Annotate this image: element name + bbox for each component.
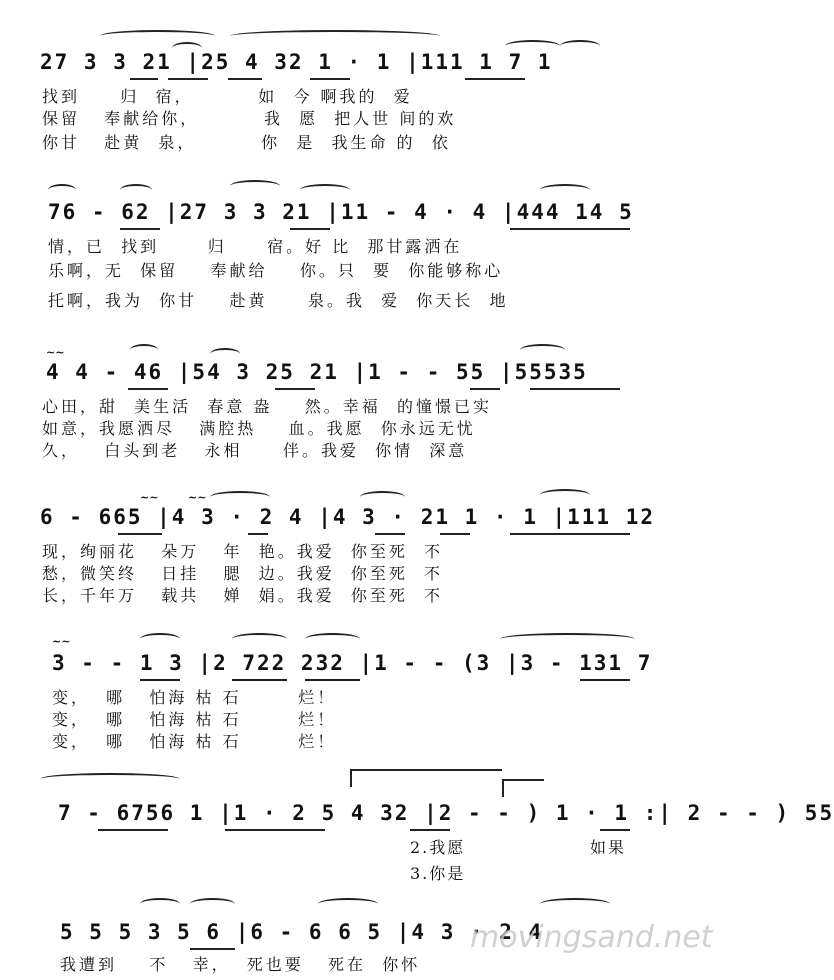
underline — [98, 829, 168, 831]
slur — [318, 898, 378, 910]
slur — [520, 344, 565, 356]
lyric-line-2: 乐啊，无 保留 奉献给 你。只 要 你能够称心 — [48, 261, 504, 280]
underline — [168, 78, 208, 80]
underline — [410, 829, 450, 831]
slur — [540, 898, 610, 910]
slur — [232, 633, 287, 645]
trill-mark: ~~ — [52, 635, 71, 648]
second-ending-bracket — [502, 779, 544, 797]
underline — [118, 533, 162, 535]
slur — [305, 633, 360, 645]
notation-line: 3 - - 1 3 |2 722 232 |1 - - (3 |3 - 131 7 — [52, 651, 653, 675]
notation-line: 4 4 - 46 |54 3 25 21 |1 - - 55 |55535 — [46, 360, 588, 384]
lyric-line-1: 情，已 找到 归 宿。好 比 那甘露洒在 — [48, 237, 463, 256]
lyric-line-3: 长，千年万 载共 婵 娟。我爱 你至死 不 — [42, 586, 444, 605]
lyric-line-3: 你甘 赴黄 泉， 你 是 我生命 的 依 — [42, 133, 451, 152]
watermark: movingsand.net — [470, 920, 713, 955]
first-ending-bracket — [350, 769, 502, 787]
underline — [440, 533, 470, 535]
lyric-line-1: 变， 哪 怕海 枯 石 烂！ — [52, 688, 337, 707]
underline — [375, 533, 405, 535]
lyric-line-3: 变， 哪 怕海 枯 石 烂！ — [52, 732, 337, 751]
underline — [510, 228, 630, 230]
underline — [190, 948, 235, 950]
notation-line: 6 - 665 |4 3 · 2 4 |4 3 · 21 1 · 1 |111 12 — [40, 505, 656, 529]
underline — [228, 78, 262, 80]
underline — [290, 228, 330, 230]
slur — [230, 30, 440, 42]
underline — [140, 679, 180, 681]
notation-line: 76 - 62 |27 3 3 21 |11 - 4 · 4 |444 14 5 — [48, 200, 634, 224]
underline — [130, 78, 158, 80]
lyric-line-3: 久， 白头到老 永相 伴。我爱 你情 深意 — [42, 441, 468, 460]
trill-mark: ~~ — [188, 491, 207, 504]
ending-3-lyric: 3.你是 — [410, 864, 466, 883]
slur — [40, 773, 180, 785]
notation-line: 5 5 5 3 5 6 |6 - 6 6 5 |4 3 · 2 4 — [60, 920, 544, 944]
lyric-line-2: 愁，微笑终 日挂 腮 边。我爱 你至死 不 — [42, 564, 444, 583]
underline — [310, 78, 350, 80]
lyric-line-2: 如意，我愿洒尽 满腔热 血。我愿 你永远无忧 — [42, 419, 476, 438]
underline — [465, 78, 525, 80]
underline — [120, 228, 160, 230]
slur — [120, 184, 152, 196]
underline — [600, 829, 630, 831]
lyric-line-1: 现，绚丽花 朵万 年 艳。我爱 你至死 不 — [42, 542, 444, 561]
underline — [305, 679, 360, 681]
slur — [300, 184, 350, 196]
notation-line: 27 3 3 21 |25 4 32 1 · 1 |111 1 7 1 — [40, 50, 553, 74]
slur — [540, 489, 590, 501]
underline — [530, 388, 620, 390]
slur — [130, 344, 158, 356]
lyric-line-1: 心田，甜 美生活 春意 盎 然。幸福 的憧憬已实 — [42, 397, 492, 416]
underline — [470, 388, 500, 390]
trill-mark: ~~ — [46, 346, 65, 359]
slur — [140, 898, 180, 910]
lyric-line-1: 找到 归 宿， 如 今 啊我的 爱 — [42, 87, 413, 106]
slur — [140, 633, 180, 645]
underline — [510, 533, 630, 535]
tie — [100, 30, 215, 42]
slur — [540, 184, 590, 196]
slur — [190, 898, 235, 910]
notation-line: 7 - 6756 1 |1 · 2 5 4 32 |2 - - ) 1 · 1 :| 2 - - ) 55 — [58, 801, 834, 825]
slur — [210, 348, 240, 360]
underline — [275, 388, 315, 390]
underline — [580, 679, 630, 681]
ending-2-lyric-cont: 如果 — [590, 838, 627, 857]
slur — [210, 491, 270, 503]
trill-mark: ~~ — [140, 491, 159, 504]
lyric-line-2: 保留 奉献给你， 我 愿 把人世 间的欢 — [42, 109, 457, 128]
underline — [225, 829, 325, 831]
slur — [230, 180, 280, 192]
slur — [500, 633, 635, 645]
lyric-line-2: 变， 哪 怕海 枯 石 烂！ — [52, 710, 337, 729]
ending-2-lyric: 2.我愿 — [410, 838, 466, 857]
lyric-line-1: 我遭到 不 幸， 死也要 死在 你怀 — [60, 955, 421, 974]
slur — [48, 184, 76, 196]
underline — [128, 388, 168, 390]
lyric-line-3: 托啊，我为 你甘 赴黄 泉。我 爱 你天长 地 — [48, 291, 509, 310]
underline — [232, 679, 287, 681]
underline — [248, 533, 268, 535]
slur — [360, 491, 405, 503]
